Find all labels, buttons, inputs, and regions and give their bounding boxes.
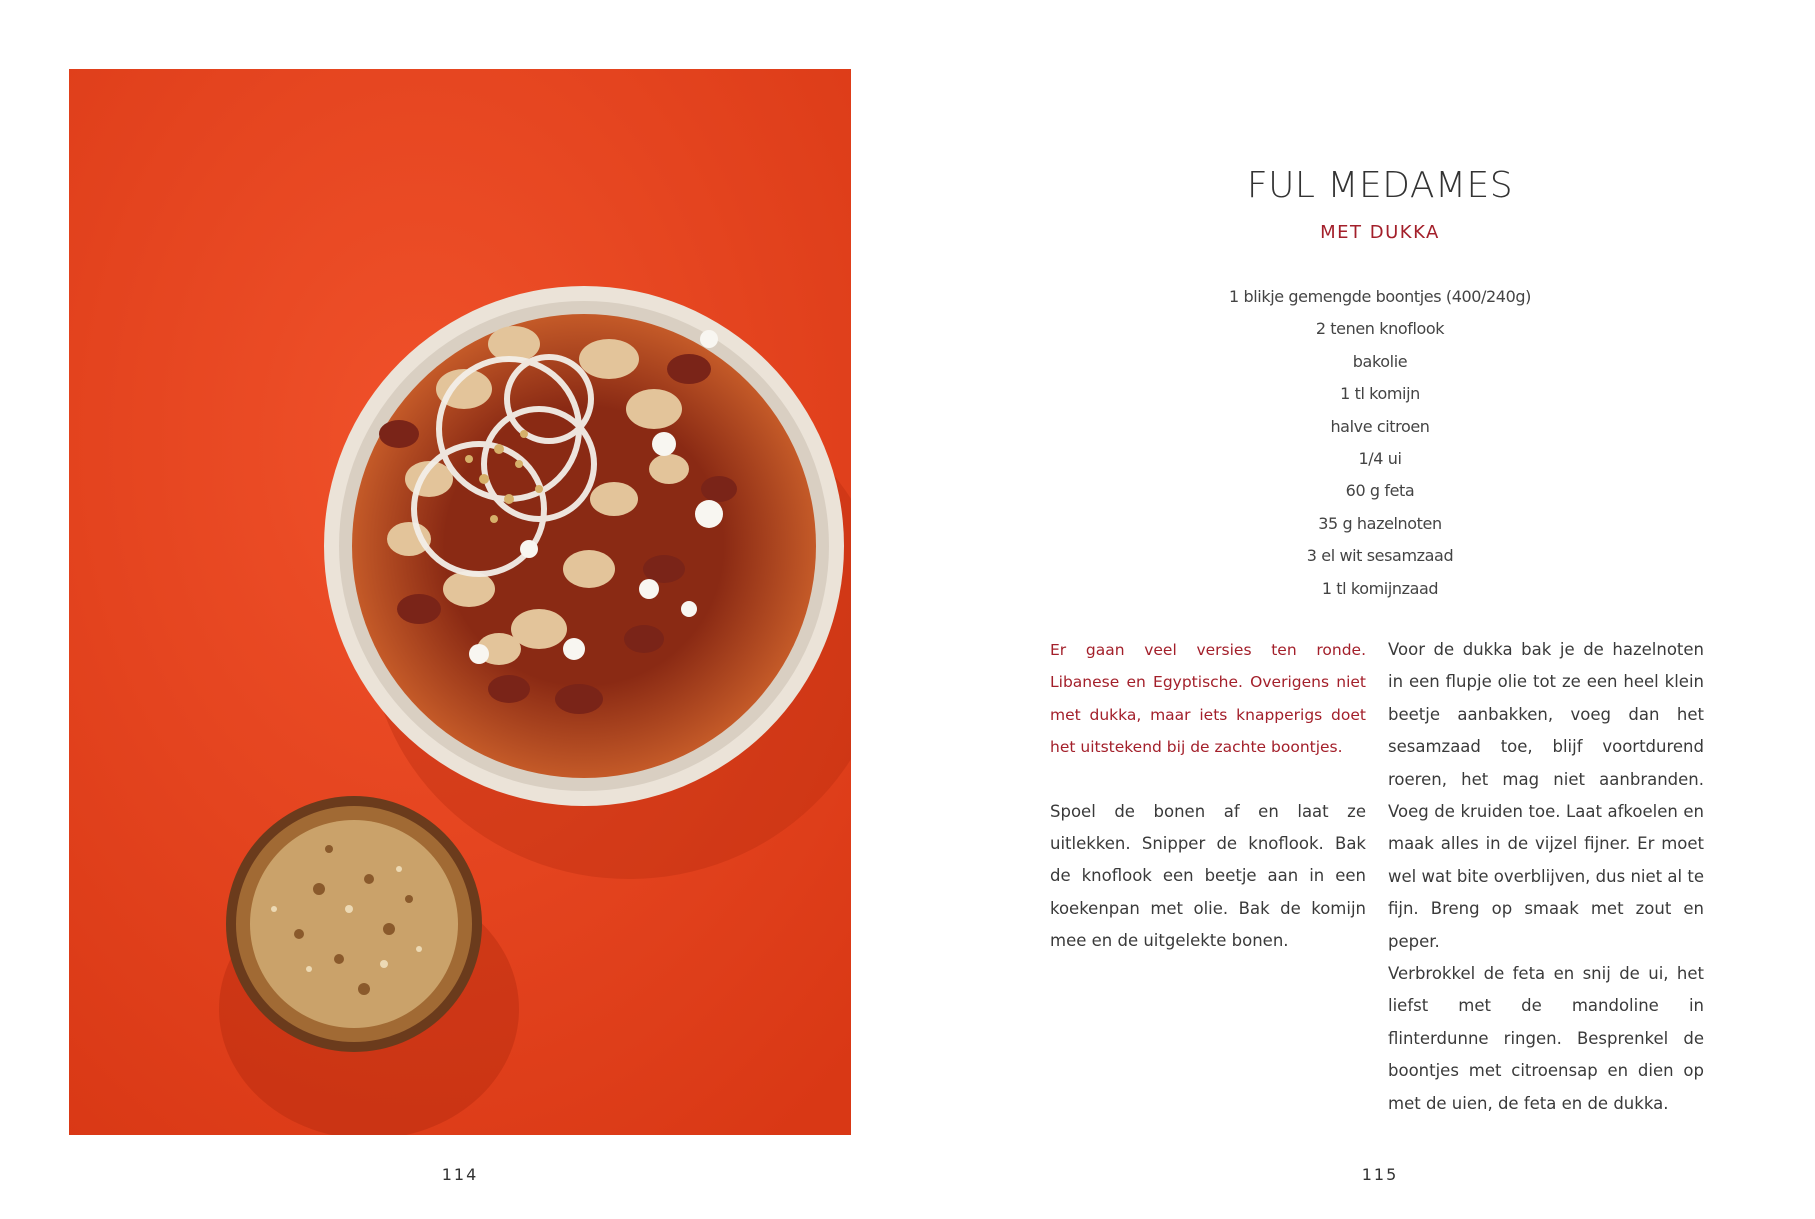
recipe-step: Voor de dukka bak je de hazelnoten in een flupje olie tot ze een heel klein beetje aanbakken, voeg dan het sesamzaad toe, blijf voortdurend roeren, het mag niet aanbranden. Voeg de kruiden toe. Laat afkoelen en maak alles in de vijzel fijner. Er moet wel wat bite overblijven, dus niet al te fijn. Breng op smaak met zout en peper.: [1388, 640, 1704, 951]
ingredient-item: halve citroen: [1330, 416, 1430, 436]
ingredient-item: 35 g hazelnoten: [1318, 513, 1442, 533]
ingredient-list: [1080, 281, 1680, 605]
page-number-right: 115: [1361, 1165, 1399, 1184]
bowl: [324, 286, 844, 806]
food-illustration: [69, 69, 851, 1135]
page-number-left: 114: [441, 1165, 479, 1184]
food-photo: [69, 69, 851, 1135]
recipe-step: Verbrokkel de feta en snij de ui, het liefst met de mandoline in flinterdunne ringen. Besprenkel de boontjes met citroensap en dien op met de uien, de feta en de dukka.: [1388, 964, 1704, 1113]
ingredient-item: 1 tl komijn: [1340, 384, 1420, 404]
dukka-bowl: [226, 796, 482, 1052]
recipe-title: FUL MEDAMES: [1246, 165, 1514, 206]
ingredient-item: 2 tenen knoflook: [1315, 319, 1445, 339]
text-column-left: [1050, 634, 1366, 958]
recipe-subtitle: MET DUKKA: [1320, 222, 1440, 243]
ingredient-item: bakolie: [1352, 351, 1408, 371]
recipe-intro: Er gaan veel versies ten ronde. Libanese en Egyptische. Overigens niet met dukka, maar iets knapperigs doet het uitstekend bij de zachte boontjes.: [1050, 641, 1366, 757]
ingredient-item: 1/4 ui: [1358, 449, 1402, 469]
ingredient-item: 1 blikje gemengde boontjes (400/240g): [1229, 287, 1531, 306]
ingredient-item: 1 tl komijnzaad: [1321, 578, 1439, 598]
text-column-right: [1388, 634, 1704, 1120]
ingredient-item: 3 el wit sesamzaad: [1306, 546, 1454, 566]
ingredient-item: 60 g feta: [1345, 481, 1415, 501]
recipe-step: Spoel de bonen af en laat ze uitlekken. Snipper de knoflook. Bak de knoflook een beetje aan in een koekenpan met olie. Bak de komijn mee en de uitgelekte bonen.: [1050, 801, 1366, 951]
